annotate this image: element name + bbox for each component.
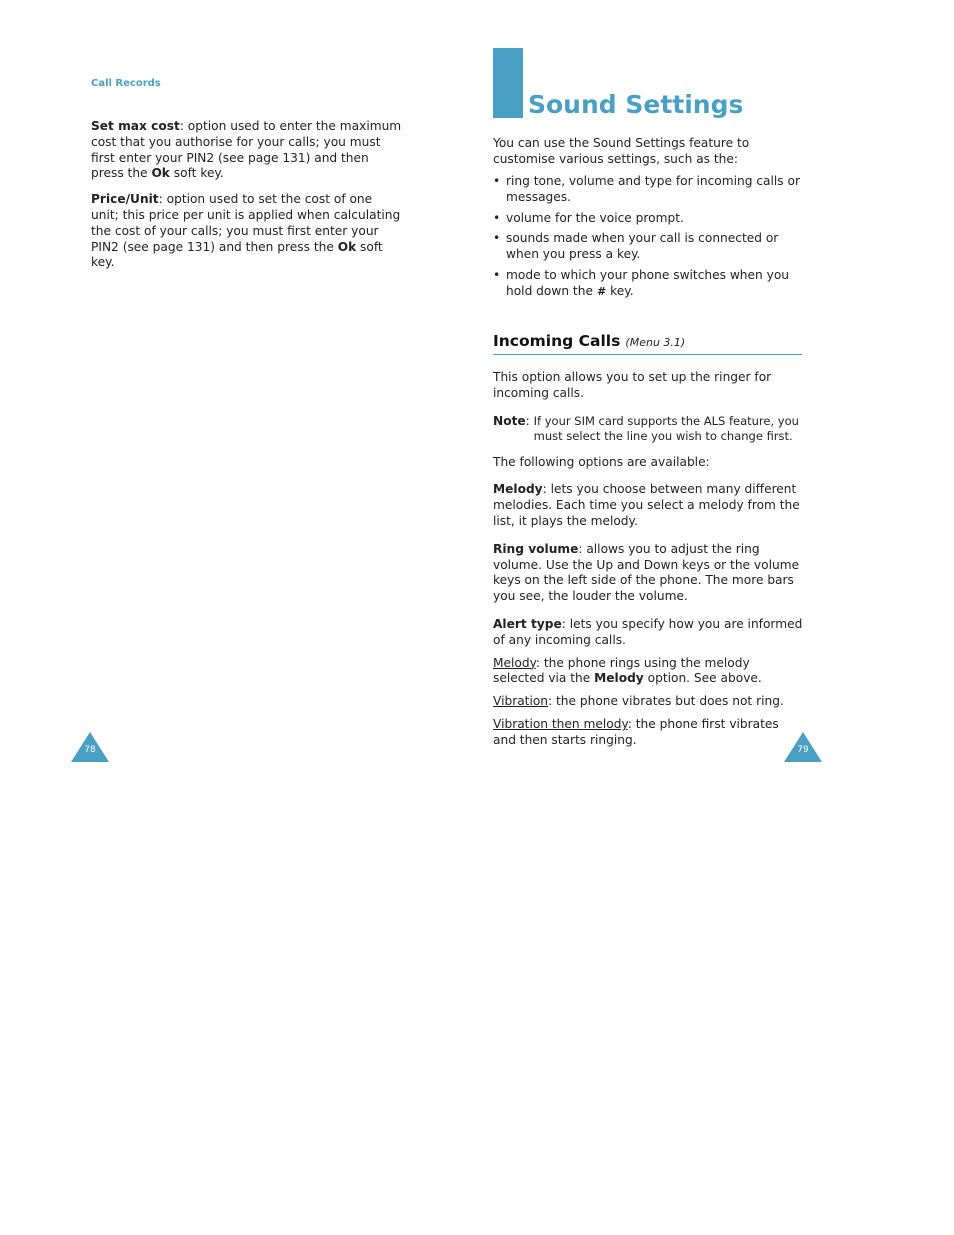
price-unit-term: Price/Unit — [91, 192, 159, 207]
list-item — [493, 268, 803, 300]
page-number-marker-right — [784, 732, 822, 762]
set-max-cost-paragraph — [91, 119, 403, 182]
melody-option-label: Melody — [594, 671, 644, 686]
option-intro: This option allows you to set up the ringer for incoming calls. — [493, 370, 772, 400]
page-number-left: 78 — [84, 745, 96, 755]
options-available-text: The following options are available: — [493, 454, 710, 469]
alert-melody-tail: option. See above. — [643, 671, 762, 686]
alert-melody-text: : the phone rings using the melody selected via the — [493, 655, 750, 686]
melody-term: Melody — [493, 482, 543, 497]
page-title: Sound Settings — [528, 90, 744, 119]
ring-volume-text: : allows you to adjust the ring volume. Use the Up and Down keys or the volume keys on the left side of the phone. The more bars you see, the louder the volume. — [493, 541, 800, 604]
ring-volume-term: Ring volume — [493, 541, 579, 556]
hash-key-icon: # — [596, 284, 607, 298]
list-item: • ring tone, volume and type for incoming calls or messages. — [493, 174, 803, 206]
note-text: If your SIM card supports the ALS feature, you must select the line you wish to change first. — [533, 413, 799, 444]
page-number-right: 79 — [797, 745, 809, 755]
ok-key-label: Ok — [151, 166, 170, 181]
alert-vibration-melody-text: : the phone first vibrates and then starts ringing. — [493, 716, 779, 747]
alert-type-text: : lets you specify how you are informed of any incoming calls. — [493, 616, 803, 647]
ring-volume-paragraph — [493, 542, 803, 605]
price-unit-text: : option used to set the cost of one unit; this price per unit is applied when calculating the cost of your calls; you must first enter your PIN2 (see page 131) and then press the — [91, 192, 401, 254]
list-item: • sounds made when your call is connected or when you press a key. — [493, 231, 803, 263]
alert-vibration-term: Vibration — [493, 694, 549, 709]
note-block — [493, 414, 803, 445]
right-column-body — [493, 370, 803, 749]
list-item: • volume for the voice prompt. — [493, 211, 803, 227]
price-unit-paragraph — [91, 192, 403, 271]
alert-vibration-melody-paragraph — [493, 717, 803, 749]
alert-vibration-text: : the phone vibrates but does not ring. — [548, 694, 784, 709]
section-heading-title: Incoming Calls — [493, 332, 621, 350]
section-header-label: Call Records — [91, 78, 161, 89]
intro-paragraph: You can use the Sound Settings feature to customise various settings, such as the: — [493, 136, 750, 166]
alert-vibration-paragraph — [493, 694, 803, 710]
price-unit-tail: soft key. — [91, 239, 383, 270]
left-column — [91, 119, 403, 281]
menu-reference: (Menu 3.1) — [625, 336, 686, 349]
alert-type-term: Alert type — [493, 616, 562, 631]
feature-bullet-list — [493, 174, 803, 305]
section-heading — [493, 331, 802, 355]
alert-type-paragraph — [493, 617, 803, 649]
alert-melody-paragraph — [493, 656, 803, 688]
set-max-cost-text: : option used to enter the maximum cost that you authorise for your calls; you must first enter your PIN2 (see page 131) and then press the — [91, 119, 402, 181]
alert-vibration-melody-term: Vibration then melody — [493, 716, 628, 731]
set-max-cost-term: Set max cost — [91, 119, 180, 133]
bullet-text-tail: key. — [610, 283, 634, 298]
alert-melody-term: Melody — [493, 655, 536, 670]
note-colon: : — [525, 413, 534, 428]
note-label: Note — [493, 413, 526, 428]
title-accent-bar — [493, 48, 523, 118]
melody-text: : lets you choose between many different melodies. Each time you select a melody from the list, it plays the melody. — [493, 482, 800, 528]
page-number-marker-left — [71, 732, 109, 762]
bullet-text: mode to which your phone switches when you hold down the — [506, 267, 790, 298]
melody-paragraph — [493, 482, 803, 529]
ok-key-label: Ok — [337, 239, 357, 254]
set-max-cost-tail: soft key. — [169, 166, 224, 181]
